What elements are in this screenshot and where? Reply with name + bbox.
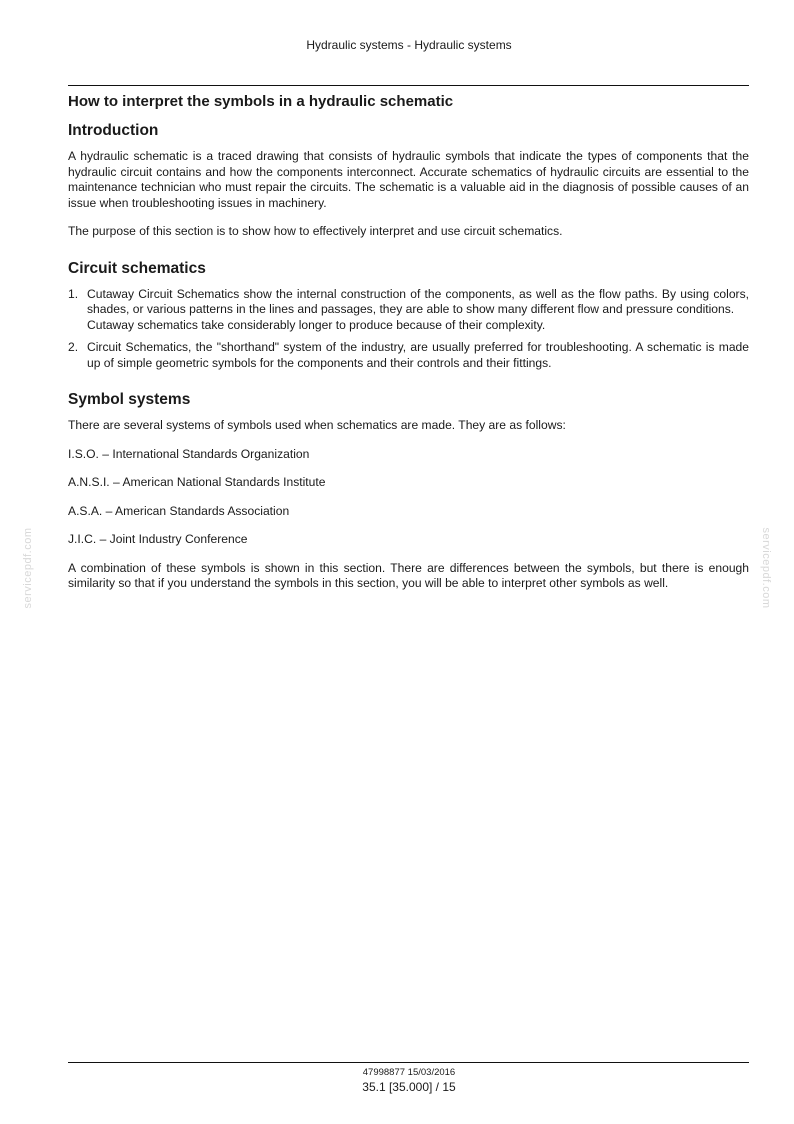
document-code: 47998877 15/03/2016 — [362, 1067, 456, 1078]
list-item — [68, 287, 749, 334]
introduction-purpose-paragraph: The purpose of this section is to show how to effectively interpret and use circuit schematics. — [68, 224, 563, 238]
introduction-heading: Introduction — [68, 122, 159, 139]
page-number: 35.1 [35.000] / 15 — [362, 1080, 456, 1094]
page-content — [68, 93, 749, 605]
list-item-number: 2. — [68, 340, 79, 354]
list-item-text: Circuit Schematics, the "shorthand" system of the industry, are usually preferred for troubleshooting. A schematic is made up of simple geometric symbols for the components and their controls and their fittings. — [87, 340, 749, 370]
symbol-systems-closing: A combination of these symbols is shown in this section. There are differences between the symbols, but there is enough similarity so that if you understand the symbols in this section, you will be able to interpret other symbols as well. — [68, 560, 749, 590]
circuit-schematics-list — [68, 287, 749, 372]
list-item-note: Cutaway schematics take considerably longer to produce because of their complexity. — [87, 317, 546, 332]
list-item-text: Cutaway Circuit Schematics show the internal construction of the components, as well as the flow paths. By using colors, shades, or various patterns in the lines and passages, they are able to show many different flow and pressure conditions. — [87, 286, 749, 316]
symbol-system-iso: I.S.O. – International Standards Organization — [68, 446, 310, 461]
symbol-systems-intro: There are several systems of symbols used when schematics are made. They are as follows: — [68, 418, 566, 432]
list-item-number: 1. — [68, 286, 79, 301]
footer-rule — [68, 1062, 749, 1063]
running-header: Hydraulic systems - Hydraulic systems — [306, 38, 512, 52]
watermark-left: servicepdf.com — [22, 527, 34, 609]
introduction-paragraph: A hydraulic schematic is a traced drawing that consists of hydraulic symbols that indicate the types of components that the hydraulic circuit contains and how the components interconnect. Accurate schematics of hydraulic circuits are essential to the maintenance technician who must repair the circuits. The schematic is a valuable aid in the diagnosis of possible causes of an issue when troubleshooting issues in machinery. — [68, 149, 749, 210]
list-item — [68, 340, 749, 371]
circuit-schematics-heading: Circuit schematics — [68, 259, 206, 277]
header-rule — [68, 85, 749, 86]
symbol-system-ansi: A.N.S.I. – American National Standards Institute — [68, 475, 326, 489]
watermark-right: servicepdf.com — [760, 527, 772, 609]
page-title: How to interpret the symbols in a hydraulic schematic — [68, 93, 454, 110]
symbol-systems-heading: Symbol systems — [68, 391, 191, 408]
symbol-system-asa: A.S.A. – American Standards Association — [68, 503, 290, 518]
symbol-system-jic: J.I.C. – Joint Industry Conference — [68, 532, 248, 546]
